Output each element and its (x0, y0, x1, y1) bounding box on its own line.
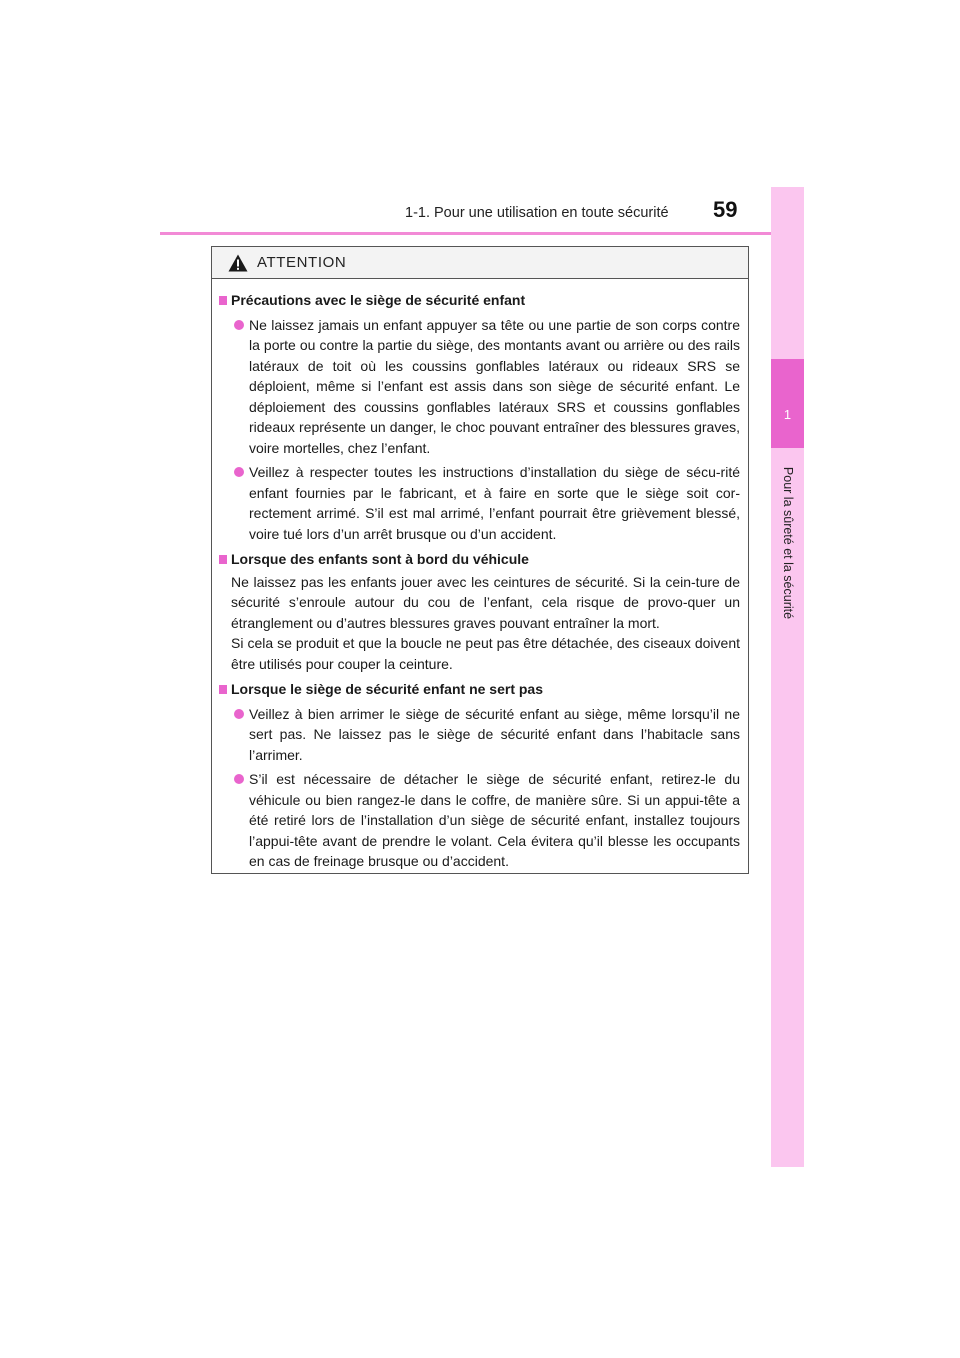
section-title: Lorsque des enfants sont à bord du véhicule (231, 551, 529, 567)
bullet-dot-icon (234, 774, 244, 784)
section-seat-not-in-use (218, 679, 740, 872)
warning-title: ATTENTION (257, 254, 347, 271)
section-square-icon (219, 685, 227, 694)
section-square-icon (219, 296, 227, 305)
page-number: 59 (713, 197, 738, 222)
section-children-on-board (218, 549, 740, 674)
section-child-seat-precautions (218, 290, 740, 544)
section-title: Précautions avec le siège de sécurité enfant (231, 292, 526, 308)
bullet-text: S’il est nécessaire de détacher le siège de sécurité enfant, retirez-le du véhicule ou bien rangez-le dans le coffre, de manière sûre. Si un appui-tête a été retiré lors de l’installation d’un siège de sécurité enfant, installez toujours l’appui-tête avant de prendre le volant. Cela évitera qu’il blesse les occupants en cas de freinage brusque ou d’accident. (249, 771, 740, 869)
bullet-text: Ne laissez jamais un enfant appuyer sa tête ou une partie de son corps contre la porte ou contre la partie du siège, des montants avant ou arrière ou des rails latéraux de toit où les coussins gonflables latéraux ou rideaux SRS se déploient, même si l’enfant est assis dans son siège de sécurité enfant. Le déploiement des coussins gonflables latéraux SRS et coussins gonflables rideaux représente un danger, le choc pouvant entraîner des blessures graves, voire mortelles, chez l’enfant. (249, 316, 740, 456)
warning-header (212, 247, 748, 279)
header-rule (160, 232, 803, 235)
bullet-text: Veillez à bien arrimer le siège de sécurité enfant au siège, même lorsqu’il ne sert pas. Ne laissez pas le siège de sécurité enfant dans l’habitacle sans l’arrimer. (249, 705, 740, 763)
list-item (218, 462, 740, 544)
section-square-icon (219, 555, 227, 564)
list-item (218, 315, 740, 459)
list-item (218, 769, 740, 872)
side-tab-active-marker (771, 359, 804, 448)
bullet-dot-icon (234, 320, 244, 330)
side-tab-title: Pour la sûreté et la sécurité (781, 466, 795, 620)
list-item (218, 704, 740, 766)
side-tab (771, 187, 804, 1167)
section-title: Lorsque le siège de sécurité enfant ne sert pas (231, 681, 543, 697)
warning-box (211, 246, 749, 874)
bullet-text: Veillez à respecter toutes les instructions d’installation du siège de sécu-rité enfant fournies par le fabricant, et à faire en sorte que le siège soit cor-rectement arrimé. S’il est mal arrimé, l’enfant pourrait être grièvement blessé, voire tué lors d’un arrêt brusque ou d’un accident. (249, 464, 740, 542)
warning-triangle-icon (228, 254, 248, 272)
section-paragraph: Ne laissez pas les enfants jouer avec les ceintures de sécurité. Si la cein-ture de sécurité s’enroule autour du cou de l’enfant, cela risque de provo-quer un étranglement ou d’autres blessures graves pouvant entraîner la mort. (231, 573, 740, 631)
bullet-dot-icon (234, 467, 244, 477)
side-tab-number: 1 (783, 407, 792, 422)
bullet-dot-icon (234, 709, 244, 719)
warning-body (212, 279, 748, 872)
section-paragraph: Si cela se produit et que la boucle ne peut pas être détachée, des ciseaux doivent être utilisés pour couper la ceinture. (231, 635, 740, 672)
section-header-title: 1-1. Pour une utilisation en toute sécurité (405, 205, 669, 221)
